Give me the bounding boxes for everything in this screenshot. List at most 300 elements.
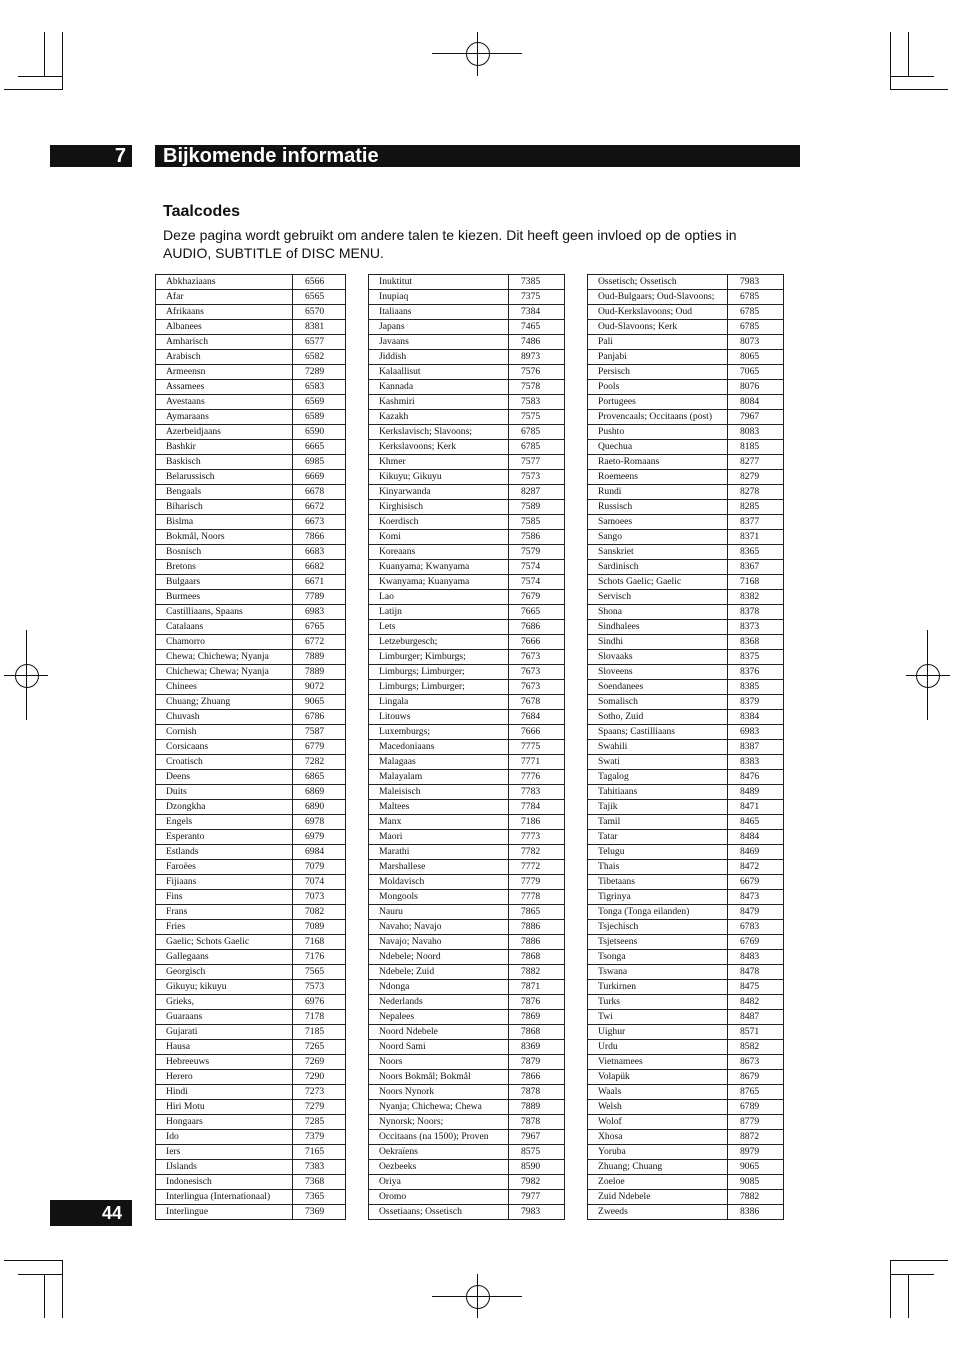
table-row	[588, 1010, 784, 1025]
crop-mark	[890, 1260, 948, 1261]
language-code: 6582	[293, 350, 346, 365]
language-code: 8483	[728, 950, 784, 965]
table-row	[588, 530, 784, 545]
language-name: Armeensn	[156, 365, 293, 380]
table-row	[156, 335, 346, 350]
crop-mark	[18, 1274, 62, 1275]
language-code: 6673	[293, 515, 346, 530]
language-name: Persisch	[588, 365, 728, 380]
table-row	[156, 680, 346, 695]
language-code: 7771	[509, 755, 565, 770]
table-row	[588, 860, 784, 875]
language-name: Khmer	[369, 455, 509, 470]
language-name: Kinyarwanda	[369, 485, 509, 500]
language-name: Herero	[156, 1070, 293, 1085]
language-code: 7074	[293, 875, 346, 890]
language-name: Hongaars	[156, 1115, 293, 1130]
table-row	[156, 1130, 346, 1145]
table-row	[369, 725, 565, 740]
language-code: 8979	[728, 1145, 784, 1160]
language-code: 8384	[728, 710, 784, 725]
table-row	[588, 485, 784, 500]
table-row	[156, 410, 346, 425]
table-row	[369, 1085, 565, 1100]
language-name: Maori	[369, 830, 509, 845]
language-code: 7385	[509, 275, 565, 290]
table-row	[156, 1160, 346, 1175]
language-code: 7065	[728, 365, 784, 380]
table-row	[156, 455, 346, 470]
language-name: Thais	[588, 860, 728, 875]
language-name: Slovaaks	[588, 650, 728, 665]
language-code: 7775	[509, 740, 565, 755]
language-name: Chewa; Chichewa; Nyanja	[156, 650, 293, 665]
table-row	[369, 965, 565, 980]
language-code: 6865	[293, 770, 346, 785]
table-row	[588, 545, 784, 560]
language-code: 6669	[293, 470, 346, 485]
language-code: 8779	[728, 1115, 784, 1130]
table-row	[369, 740, 565, 755]
table-row	[369, 440, 565, 455]
table-row	[588, 1070, 784, 1085]
language-code: 7886	[509, 935, 565, 950]
language-name: Kerkslavoons; Kerk	[369, 440, 509, 455]
table-row	[156, 860, 346, 875]
language-code: 6682	[293, 560, 346, 575]
table-row	[588, 905, 784, 920]
table-row	[369, 980, 565, 995]
language-code: 8381	[293, 320, 346, 335]
language-code: 6785	[728, 305, 784, 320]
table-row	[588, 830, 784, 845]
language-name: Luxemburgs;	[369, 725, 509, 740]
crop-mark	[890, 76, 934, 77]
language-code: 7379	[293, 1130, 346, 1145]
language-code: 7587	[293, 725, 346, 740]
language-name: Noors Bokmål; Bokmål	[369, 1070, 509, 1085]
language-code: 8368	[728, 635, 784, 650]
language-code: 8590	[509, 1160, 565, 1175]
chapter-title: Bijkomende informatie	[155, 145, 800, 167]
language-name: Noord Ndebele	[369, 1025, 509, 1040]
language-name: Nauru	[369, 905, 509, 920]
language-name: Koreaans	[369, 545, 509, 560]
language-code: 7365	[293, 1190, 346, 1205]
table-row	[588, 1175, 784, 1190]
language-name: Navajo; Navaho	[369, 935, 509, 950]
language-code: 8484	[728, 830, 784, 845]
table-row	[588, 320, 784, 335]
language-name: Estlands	[156, 845, 293, 860]
language-code: 6678	[293, 485, 346, 500]
language-name: Kikuyu; Gikuyu	[369, 470, 509, 485]
language-name: Xhosa	[588, 1130, 728, 1145]
language-code: 7285	[293, 1115, 346, 1130]
language-code: 7579	[509, 545, 565, 560]
table-row	[588, 575, 784, 590]
language-code: 7375	[509, 290, 565, 305]
table-row	[156, 1055, 346, 1070]
language-code: 7589	[509, 500, 565, 515]
language-code: 7290	[293, 1070, 346, 1085]
language-name: Bokmål, Noors	[156, 530, 293, 545]
table-row	[588, 950, 784, 965]
language-code: 9072	[293, 680, 346, 695]
table-row	[369, 530, 565, 545]
language-code-table	[587, 274, 784, 1220]
language-code: 8084	[728, 395, 784, 410]
table-row	[156, 365, 346, 380]
language-code: 7165	[293, 1145, 346, 1160]
crop-mark	[890, 89, 948, 90]
language-code: 7878	[509, 1085, 565, 1100]
language-code: 7871	[509, 980, 565, 995]
language-code: 6765	[293, 620, 346, 635]
language-code: 8469	[728, 845, 784, 860]
language-name: Limburgs; Limburger;	[369, 680, 509, 695]
language-name: Aymaraans	[156, 410, 293, 425]
language-name: Sango	[588, 530, 728, 545]
language-name: Tatar	[588, 830, 728, 845]
language-code: 8382	[728, 590, 784, 605]
language-code: 6577	[293, 335, 346, 350]
language-name: Gujarati	[156, 1025, 293, 1040]
table-row	[588, 995, 784, 1010]
language-name: Kuanyama; Kwanyama	[369, 560, 509, 575]
table-row	[369, 395, 565, 410]
language-name: Turkirnen	[588, 980, 728, 995]
language-code: 7889	[509, 1100, 565, 1115]
table-row	[369, 350, 565, 365]
table-row	[588, 350, 784, 365]
language-name: Belarussisch	[156, 470, 293, 485]
language-code: 8365	[728, 545, 784, 560]
crop-mark	[908, 32, 909, 76]
language-code: 8487	[728, 1010, 784, 1025]
language-name: Tsonga	[588, 950, 728, 965]
table-row	[588, 935, 784, 950]
language-name: Inupiaq	[369, 290, 509, 305]
language-code: 7967	[509, 1130, 565, 1145]
language-name: Pali	[588, 335, 728, 350]
table-row	[588, 710, 784, 725]
table-row	[588, 410, 784, 425]
language-code: 6979	[293, 830, 346, 845]
language-name: Catalaans	[156, 620, 293, 635]
language-name: Nepalees	[369, 1010, 509, 1025]
language-name: Servisch	[588, 590, 728, 605]
table-row	[588, 515, 784, 530]
language-name: Zuid Ndebele	[588, 1190, 728, 1205]
language-code: 8387	[728, 740, 784, 755]
language-name: Castilliaans, Spaans	[156, 605, 293, 620]
language-code: 7465	[509, 320, 565, 335]
table-row	[156, 530, 346, 545]
table-row	[156, 1145, 346, 1160]
language-name: Nynorsk; Noors;	[369, 1115, 509, 1130]
table-row	[156, 1205, 346, 1220]
table-row	[369, 500, 565, 515]
language-name: Tigrinya	[588, 890, 728, 905]
table-row	[588, 650, 784, 665]
language-name: Tonga (Tonga eilanden)	[588, 905, 728, 920]
table-row	[369, 590, 565, 605]
table-row	[156, 425, 346, 440]
table-row	[369, 935, 565, 950]
language-name: Grieks,	[156, 995, 293, 1010]
language-name: Fijiaans	[156, 875, 293, 890]
language-name: Somalisch	[588, 695, 728, 710]
language-name: Limburgs; Limburger;	[369, 665, 509, 680]
language-code: 6569	[293, 395, 346, 410]
language-code: 7185	[293, 1025, 346, 1040]
language-name: Koerdisch	[369, 515, 509, 530]
language-code: 9065	[728, 1160, 784, 1175]
table-row	[369, 1070, 565, 1085]
language-code: 7983	[728, 275, 784, 290]
table-row	[369, 650, 565, 665]
table-row	[156, 695, 346, 710]
language-code: 7789	[293, 590, 346, 605]
table-row	[588, 365, 784, 380]
language-name: Wolof	[588, 1115, 728, 1130]
table-row	[369, 815, 565, 830]
language-name: Zhuang; Chuang	[588, 1160, 728, 1175]
table-row	[156, 650, 346, 665]
language-code: 8279	[728, 470, 784, 485]
table-row	[588, 800, 784, 815]
registration-circle	[466, 42, 490, 66]
table-row	[369, 830, 565, 845]
language-code: 7773	[509, 830, 565, 845]
language-code: 6583	[293, 380, 346, 395]
language-code: 8465	[728, 815, 784, 830]
table-row	[369, 860, 565, 875]
table-row	[156, 785, 346, 800]
language-code: 6785	[509, 425, 565, 440]
language-code: 6786	[293, 710, 346, 725]
table-row	[588, 605, 784, 620]
language-code: 6983	[293, 605, 346, 620]
language-code: 7369	[293, 1205, 346, 1220]
table-row	[156, 350, 346, 365]
language-name: Baskisch	[156, 455, 293, 470]
language-code: 7089	[293, 920, 346, 935]
language-code: 8065	[728, 350, 784, 365]
language-code: 8473	[728, 890, 784, 905]
language-code: 8076	[728, 380, 784, 395]
table-row	[588, 590, 784, 605]
table-row	[369, 380, 565, 395]
language-name: Bislma	[156, 515, 293, 530]
language-code: 8285	[728, 500, 784, 515]
table-row	[588, 980, 784, 995]
language-name: Soendanees	[588, 680, 728, 695]
language-name: Swahili	[588, 740, 728, 755]
table-row	[369, 515, 565, 530]
crop-mark	[18, 76, 62, 77]
language-name: Malayalam	[369, 770, 509, 785]
language-name: Urdu	[588, 1040, 728, 1055]
language-code: 7982	[509, 1175, 565, 1190]
language-name: Turks	[588, 995, 728, 1010]
table-row	[156, 1040, 346, 1055]
language-name: Sloveens	[588, 665, 728, 680]
language-code: 6976	[293, 995, 346, 1010]
language-code: 7776	[509, 770, 565, 785]
table-row	[156, 740, 346, 755]
table-row	[369, 710, 565, 725]
table-row	[369, 575, 565, 590]
language-code: 8478	[728, 965, 784, 980]
language-name: Portugees	[588, 395, 728, 410]
language-code: 6785	[728, 320, 784, 335]
language-name: Interlingue	[156, 1205, 293, 1220]
language-name: Vietnamees	[588, 1055, 728, 1070]
table-row	[156, 935, 346, 950]
language-name: Welsh	[588, 1100, 728, 1115]
language-code: 7782	[509, 845, 565, 860]
language-name: Marathi	[369, 845, 509, 860]
table-row	[588, 1145, 784, 1160]
table-row	[369, 365, 565, 380]
language-code: 7783	[509, 785, 565, 800]
language-name: Indonesisch	[156, 1175, 293, 1190]
language-code: 7573	[509, 470, 565, 485]
table-row	[588, 680, 784, 695]
language-name: IJslands	[156, 1160, 293, 1175]
language-code: 7772	[509, 860, 565, 875]
table-row	[369, 665, 565, 680]
table-row	[156, 290, 346, 305]
language-name: Ido	[156, 1130, 293, 1145]
language-name: Ndebele; Zuid	[369, 965, 509, 980]
language-code: 7073	[293, 890, 346, 905]
table-row	[369, 335, 565, 350]
language-code: 7866	[293, 530, 346, 545]
table-row	[156, 665, 346, 680]
table-row	[156, 500, 346, 515]
language-name: Bulgaars	[156, 575, 293, 590]
table-row	[369, 995, 565, 1010]
language-name: Russisch	[588, 500, 728, 515]
language-code: 6671	[293, 575, 346, 590]
language-code-table	[368, 274, 565, 1220]
table-row	[369, 1040, 565, 1055]
language-code: 7583	[509, 395, 565, 410]
table-row	[156, 515, 346, 530]
language-name: Raeto-Romaans	[588, 455, 728, 470]
language-name: Afar	[156, 290, 293, 305]
language-name: Schots Gaelic; Gaelic	[588, 575, 728, 590]
table-row	[588, 380, 784, 395]
language-name: Duits	[156, 785, 293, 800]
language-code: 6783	[728, 920, 784, 935]
table-row	[156, 755, 346, 770]
language-name: Volapük	[588, 1070, 728, 1085]
table-row	[588, 1025, 784, 1040]
language-code: 7082	[293, 905, 346, 920]
table-row	[156, 1010, 346, 1025]
language-name: Sotho, Zuid	[588, 710, 728, 725]
language-code: 8673	[728, 1055, 784, 1070]
table-row	[369, 290, 565, 305]
language-name: Marshallese	[369, 860, 509, 875]
language-name: Mongools	[369, 890, 509, 905]
language-name: Latijn	[369, 605, 509, 620]
table-row	[369, 905, 565, 920]
section-title: Taalcodes	[163, 203, 241, 220]
language-name: Sardinisch	[588, 560, 728, 575]
language-name: Noors	[369, 1055, 509, 1070]
language-name: Sanskriet	[588, 545, 728, 560]
language-code: 7178	[293, 1010, 346, 1025]
language-code: 8377	[728, 515, 784, 530]
table-row	[156, 320, 346, 335]
language-name: Kerkslavisch; Slavoons;	[369, 425, 509, 440]
language-name: Uighur	[588, 1025, 728, 1040]
language-code: 7565	[293, 965, 346, 980]
language-code: 6683	[293, 545, 346, 560]
table-row	[588, 470, 784, 485]
language-code: 7577	[509, 455, 565, 470]
language-code: 7168	[293, 935, 346, 950]
language-code: 7977	[509, 1190, 565, 1205]
language-name: Nyanja; Chichewa; Chewa	[369, 1100, 509, 1115]
language-code: 7186	[509, 815, 565, 830]
language-name: Quechua	[588, 440, 728, 455]
crop-mark	[890, 1274, 934, 1275]
table-row	[369, 845, 565, 860]
table-row	[588, 845, 784, 860]
language-code: 8489	[728, 785, 784, 800]
language-code: 8679	[728, 1070, 784, 1085]
table-row	[156, 965, 346, 980]
table-row	[369, 560, 565, 575]
language-code: 7576	[509, 365, 565, 380]
language-name: Abkhaziaans	[156, 275, 293, 290]
language-code: 6985	[293, 455, 346, 470]
language-name: Zoeloe	[588, 1175, 728, 1190]
language-name: Gikuyu; kikuyu	[156, 980, 293, 995]
table-row	[156, 830, 346, 845]
language-code: 8571	[728, 1025, 784, 1040]
language-name: Tswana	[588, 965, 728, 980]
language-name: Hindi	[156, 1085, 293, 1100]
language-name: Oud-Slavoons; Kerk	[588, 320, 728, 335]
language-name: Interlingua (Internationaal)	[156, 1190, 293, 1205]
language-code: 7282	[293, 755, 346, 770]
language-name: Telugu	[588, 845, 728, 860]
table-row	[156, 1190, 346, 1205]
table-row	[156, 890, 346, 905]
crop-mark	[62, 1260, 63, 1318]
language-code: 7778	[509, 890, 565, 905]
language-name: Chichewa; Chewa; Nyanja	[156, 665, 293, 680]
table-row	[588, 815, 784, 830]
language-code: 7079	[293, 860, 346, 875]
table-row	[588, 740, 784, 755]
language-name: Twi	[588, 1010, 728, 1025]
table-row	[156, 470, 346, 485]
language-code: 6679	[728, 875, 784, 890]
crop-mark	[4, 89, 62, 90]
language-name: Yoruba	[588, 1145, 728, 1160]
table-row	[156, 800, 346, 815]
language-name: Rundi	[588, 485, 728, 500]
crop-mark	[44, 1274, 45, 1318]
